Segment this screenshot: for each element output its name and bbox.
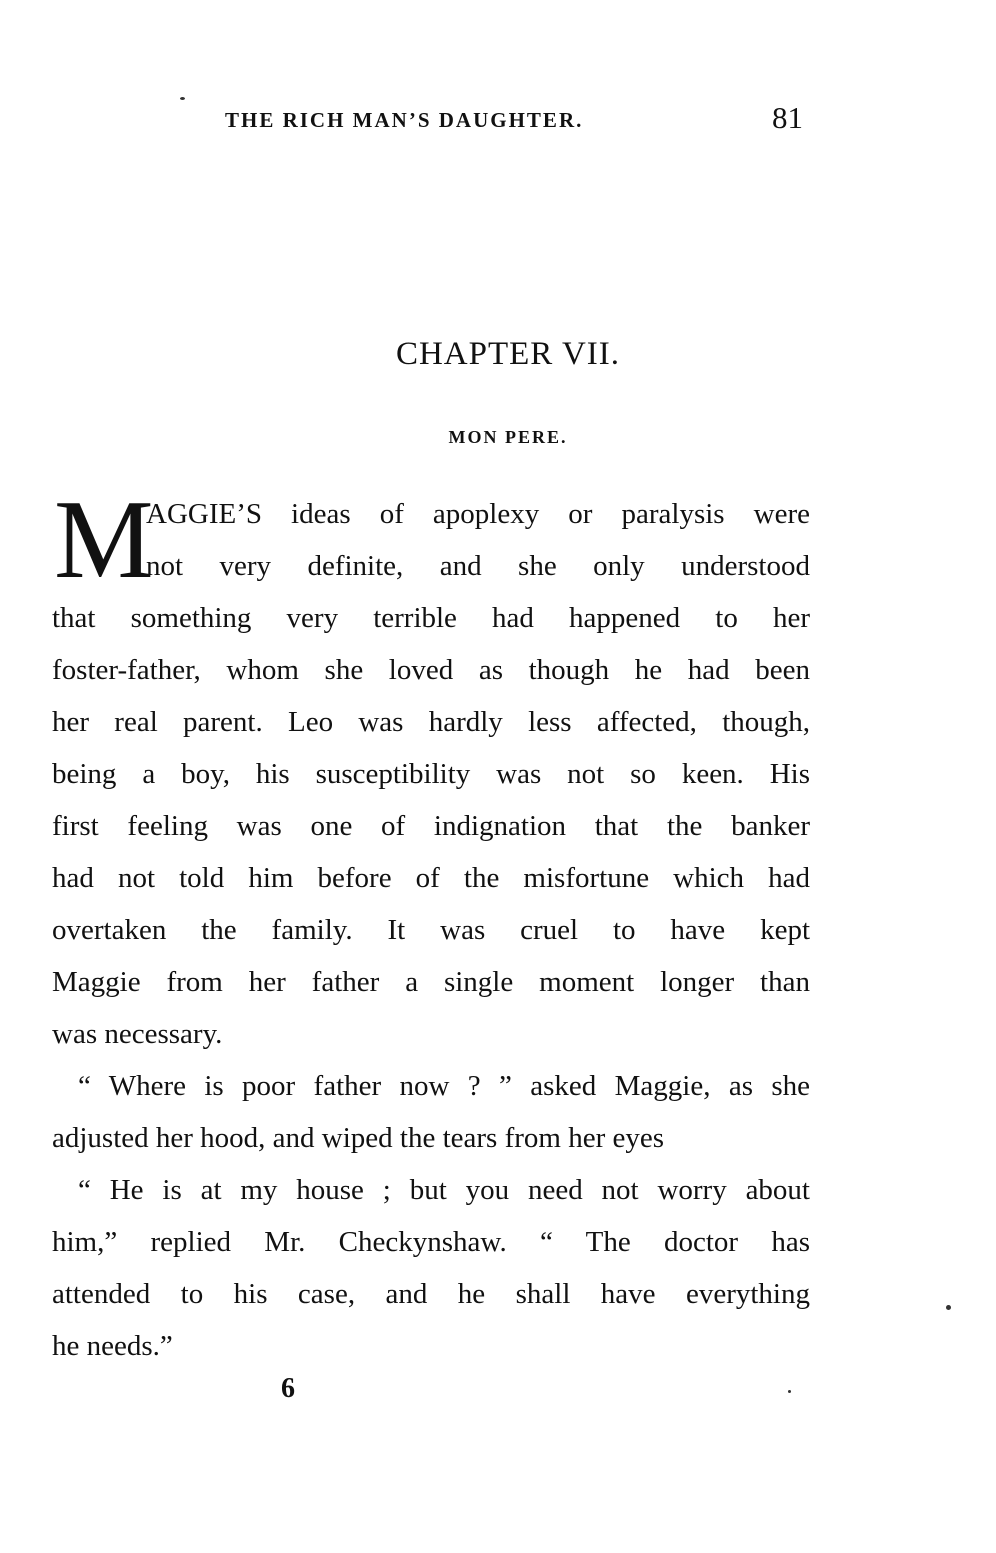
text-line: attended to his case, and he shall have everything	[52, 1278, 810, 1310]
text-line: that something very terrible had happened to her	[52, 602, 810, 634]
text-line: had not told him before of the misfortune which had	[52, 862, 810, 894]
text-line: he needs.”	[52, 1330, 173, 1362]
text-line: first feeling was one of indignation that the banker	[52, 810, 810, 842]
running-head	[0, 100, 996, 148]
page-number: 81	[772, 100, 803, 135]
body-text	[52, 478, 810, 1372]
paragraph-3	[52, 1164, 810, 1372]
paragraph-2	[52, 1060, 810, 1164]
text-line: overtaken the family. It was cruel to have kept	[52, 914, 810, 946]
text-line: Maggie from her father a single moment longer than	[52, 966, 810, 998]
scan-speck	[788, 1390, 791, 1393]
text-line: her real parent. Leo was hardly less affected, though,	[52, 706, 810, 738]
drop-cap: M	[54, 478, 154, 602]
signature-mark: 6	[281, 1373, 295, 1404]
text-line: was necessary.	[52, 1018, 223, 1050]
chapter-title: CHAPTER VII.	[395, 336, 621, 372]
text-line: foster-father, whom she loved as though he had been	[52, 654, 810, 686]
paragraph-1	[52, 478, 810, 1060]
text-line: AGGIE’S ideas of apoplexy or paralysis were	[146, 498, 810, 530]
text-line: not very definite, and she only understood	[146, 550, 810, 582]
chapter-subtitle: MON PERE.	[448, 427, 568, 447]
text-line: adjusted her hood, and wiped the tears from her eyes	[52, 1122, 665, 1154]
text-line: being a boy, his susceptibility was not so keen. His	[52, 758, 810, 790]
text-line: “ Where is poor father now ? ” asked Maggie, as she	[78, 1070, 810, 1102]
running-title: THE RICH MAN’S DAUGHTER.	[225, 108, 584, 132]
text-line: “ He is at my house ; but you need not worry about	[78, 1174, 810, 1206]
text-line: him,” replied Mr. Checkynshaw. “ The doctor has	[52, 1226, 810, 1258]
scan-speck	[180, 97, 185, 100]
scan-speck	[946, 1305, 951, 1310]
